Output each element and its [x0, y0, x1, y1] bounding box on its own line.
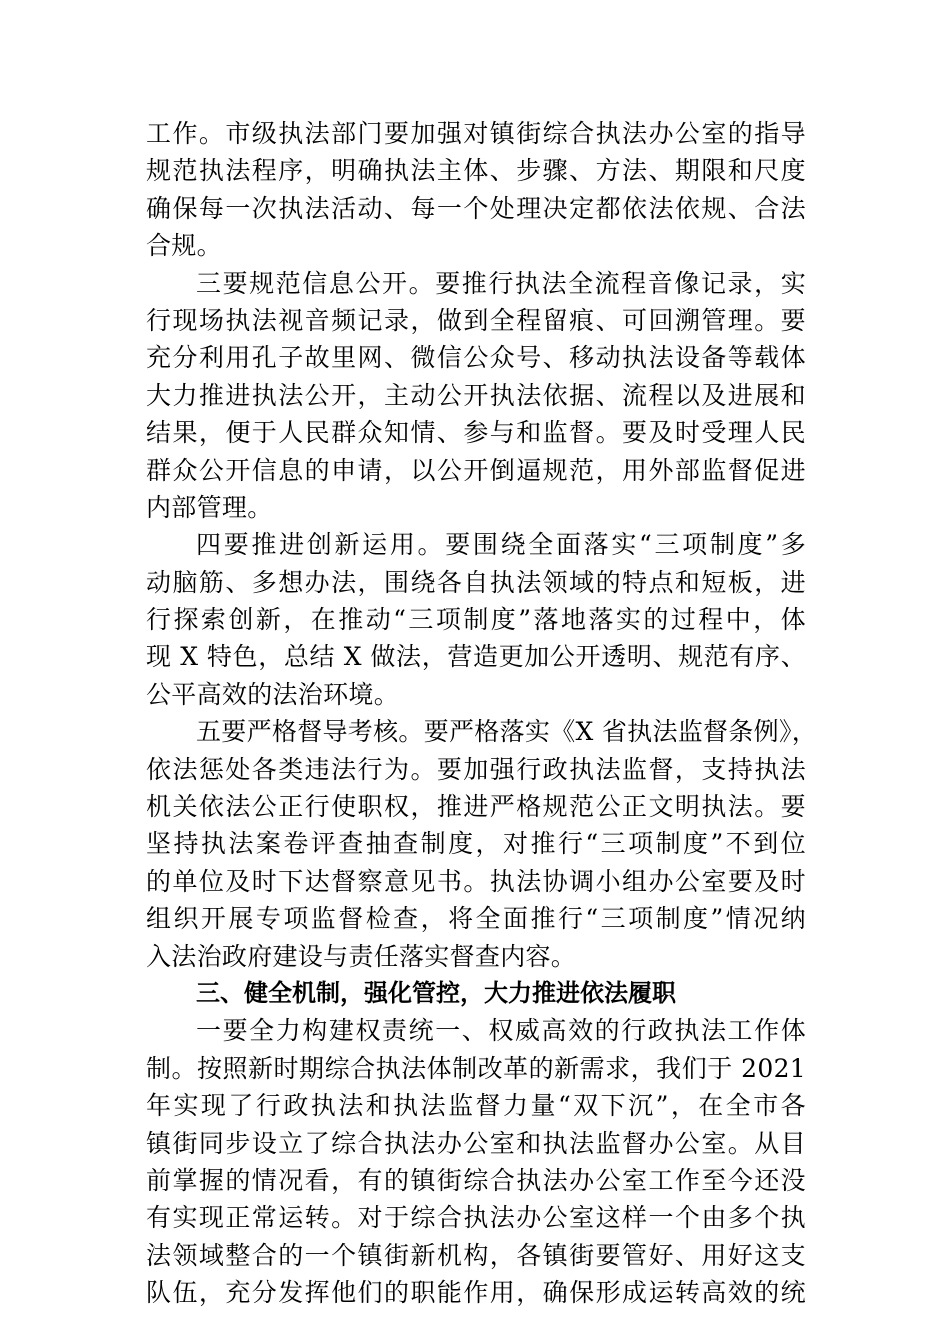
text-line: 三要规范信息公开。要推行执法全流程音像记录，实 [196, 268, 806, 298]
text-line: 的单位及时下达督察意见书。执法协调小组办公室要及时 [146, 866, 806, 896]
text-line: 大力推进执法公开，主动公开执法依据、流程以及进展和 [146, 380, 806, 410]
text-line: 确保每一次执法活动、每一个处理决定都依法依规、合法 [146, 193, 806, 223]
section-heading: 三、健全机制，强化管控，大力推进依法履职 [196, 978, 676, 1007]
text-line: 机关依法公正行使职权，推进严格规范公正文明执法。要 [146, 792, 806, 822]
text-line: 四要推进创新运用。要围绕全面落实“三项制度”多 [196, 530, 806, 560]
paragraph-1 [146, 115, 806, 265]
paragraph-4 [146, 713, 818, 975]
text-line: 五要严格督导考核。要严格落实《X 省执法监督条例》， [196, 717, 818, 747]
text-line: 坚持执法案卷评查抽查制度，对推行“三项制度”不到位 [146, 829, 806, 859]
document-page [146, 115, 818, 1312]
paragraph-3 [146, 526, 806, 713]
text-line: 镇街同步设立了综合执法办公室和执法监督办公室。从目 [146, 1128, 806, 1158]
text-line: 结果，便于人民群众知情、参与和监督。要及时受理人民 [146, 418, 806, 448]
text-line: 充分利用孔子故里网、微信公众号、移动执法设备等载体 [146, 343, 806, 373]
text-line: 法领域整合的一个镇街新机构，各镇街要管好、用好这支 [146, 1240, 806, 1270]
text-line: 制。按照新时期综合执法体制改革的新需求，我们于 2021 [146, 1053, 806, 1083]
text-line: 动脑筋、多想办法，围绕各自执法领域的特点和短板，进 [146, 567, 806, 597]
text-line: 公平高效的法治环境。 [146, 679, 400, 709]
text-line: 年实现了行政执法和执法监督力量“双下沉”，在全市各 [146, 1091, 806, 1121]
paragraph-5 [146, 1012, 806, 1311]
text-line: 规范执法程序，明确执法主体、步骤、方法、期限和尺度 [146, 156, 806, 186]
text-line: 前掌握的情况看，有的镇街综合执法办公室工作至今还没 [146, 1165, 806, 1195]
text-line: 组织开展专项监督检查，将全面推行“三项制度”情况纳 [146, 904, 806, 934]
text-line: 行探索创新，在推动“三项制度”落地落实的过程中，体 [146, 605, 806, 635]
text-line: 队伍，充分发挥他们的职能作用，确保形成运转高效的统 [146, 1278, 806, 1308]
text-line: 入法治政府建设与责任落实督查内容。 [146, 941, 577, 971]
text-line: 合规。 [146, 231, 222, 261]
text-line: 行现场执法视音频记录，做到全程留痕、可回溯管理。要 [146, 305, 806, 335]
text-line: 依法惩处各类违法行为。要加强行政执法监督，支持执法 [146, 754, 806, 784]
text-line: 内部管理。 [146, 492, 273, 522]
text-line: 一要全力构建权责统一、权威高效的行政执法工作体 [196, 1016, 806, 1046]
text-line: 有实现正常运转。对于综合执法办公室这样一个由多个执 [146, 1203, 806, 1233]
text-line: 现 X 特色，总结 X 做法，营造更加公开透明、规范有序、 [146, 642, 806, 672]
paragraph-2 [146, 265, 806, 527]
text-line: 工作。市级执法部门要加强对镇街综合执法办公室的指导 [146, 119, 806, 148]
text-line: 群众公开信息的申请，以公开倒逼规范，用外部监督促进 [146, 455, 806, 485]
